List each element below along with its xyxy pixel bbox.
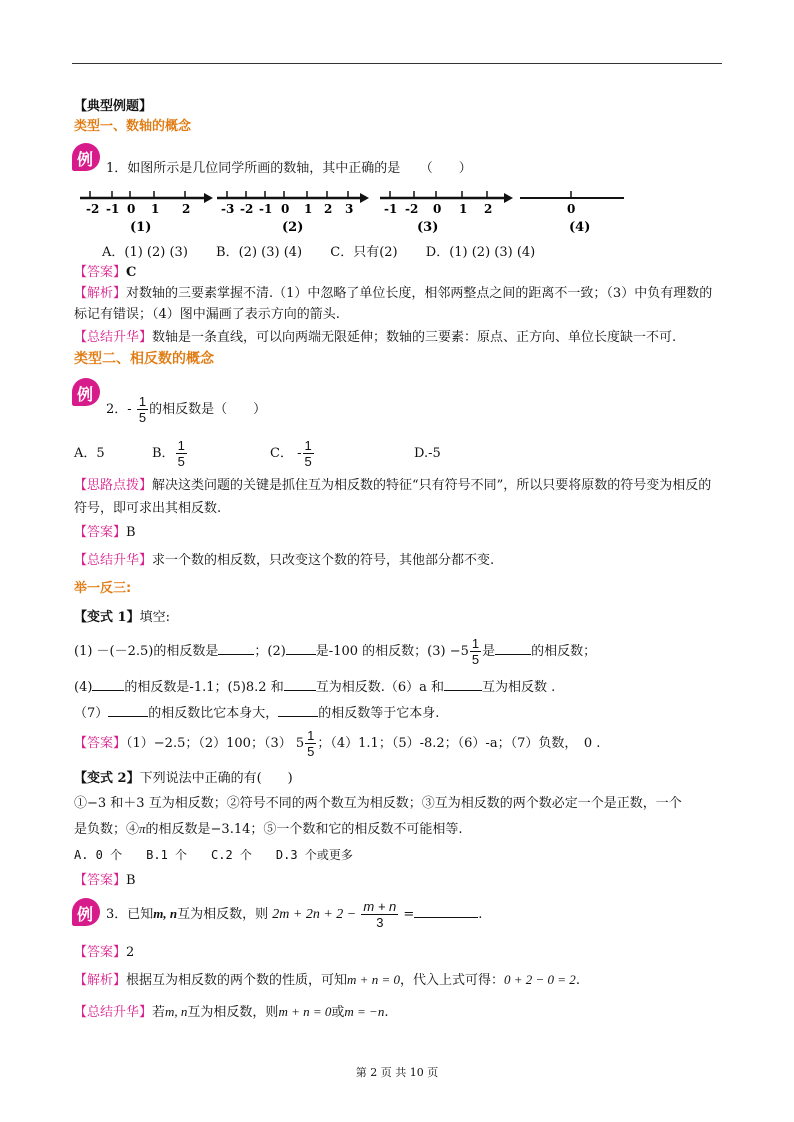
axis-3-tick-4: 2 [484,202,493,216]
var1-line2: (4) 的相反数是-1.1；(5)8.2 和 互为相反数.（6）a 和 互为相反数 . [74,680,556,695]
page-footer: 第 2 页 共 10 页 [355,1066,439,1079]
axis-1-tick-3: 1 [151,202,160,216]
axis-3-caption: (3) [417,220,439,235]
header-rule [72,63,722,64]
ex2-question: 2．- $\frac{1}{5}$ 的相反数是（ ） [106,394,267,425]
ex1-options [102,244,535,262]
axis-2-tick-2: -1 [259,202,273,216]
axis-2-tick-0: -3 [221,202,235,216]
var2-body-1: ①−3 和＋3 互为相反数；②符号不同的两个数互为相反数；③互为相反数的两个数必定一个是正数，一个 [74,796,682,811]
ex1-question: 1．如图所示是几位同学所画的数轴，其中正确的是 （ ） [106,161,472,176]
var2-body-2: 是负数；④π的相反数是−3.14；⑤一个数和它的相反数不可能相等. [74,821,463,837]
axis-2-caption: (2) [282,220,304,235]
axis-3 [380,191,513,235]
axis-4 [520,191,624,235]
var1-title: 【变式 1】填空: [74,610,170,625]
axis-1 [80,191,213,235]
ex3-summary: 【总结升华】若m, n互为相反数，则m + n = 0或m = −n. [74,1004,389,1020]
ex1-summary: 【总结升华】数轴是一条直线，可以向两端无限延伸；数轴的三要素：原点、正方向、单位长度缺一不可. [74,330,677,345]
ex1-answer: 【答案】C [74,265,137,280]
var1-answer: 【答案】（1）−2.5；（2）100；（3） 5 $\frac{1}{5}$ ；（4）1.1；（5）-8.2；（6）-a；（7）负数， 0 . [74,728,601,759]
axis-1-tick-1: -1 [106,202,120,216]
ex1-option-b: B．(2) (3) (4) [216,245,303,260]
axis-1-tick-0: -2 [86,202,100,216]
var2-options: A. 0 个 B.1 个 C.2 个 D.3 个或更多 [74,848,353,862]
axis-3-tick-3: 1 [459,202,468,216]
axis-2-tick-5: 2 [324,202,333,216]
axis-1-tick-4: 2 [182,202,191,216]
var1-line1: (1) －(－2.5)的相反数是 ；(2) 是-100 的相反数；(3) −5 $\frac{1}{5}$ 是 的相反数； [74,636,597,667]
type1-title: 类型一、数轴的概念 [74,119,192,134]
practice-title: 举一反三: [74,581,132,596]
number-line-figure [72,186,632,238]
axis-2-tick-3: 0 [281,202,290,216]
axis-4-caption: (4) [569,220,591,235]
axis-3-tick-0: -1 [384,202,398,216]
var1-line3: （7） 的相反数比它本身大， 的相反数等于它本身. [74,706,440,721]
ex2-option-a: A．5 [74,446,105,461]
ex3-answer: 【答案】2 [74,945,135,960]
ex3-analysis: 【解析】根据互为相反数的两个数的性质，可知m + n = 0，代入上式可得：0 + 2 − 0 = 2. [74,972,580,988]
type2-title: 类型二、相反数的概念 [74,351,214,367]
var2-answer: 【答案】B [74,873,136,888]
ex1-option-d: D．(1) (2) (3) (4) [425,245,536,260]
axis-1-tick-2: 0 [127,202,136,216]
axis-2-tick-1: -2 [240,202,254,216]
ex1-analysis: 【解析】对数轴的三要素掌握不清.（1）中忽略了单位长度，相邻两整点之间的距离不一致；（3）中负有理数的标记有错误；（4）图中漏画了表示方向的箭头. [74,286,713,322]
axis-3-tick-2: 0 [433,202,442,216]
ex2-option-b: B． $\frac{1}{5}$ [152,438,185,469]
fraction: $\frac{1}{5}$ [138,394,147,425]
ex1-option-a: A．(1) (2) (3) [102,245,188,260]
example-badge-3: 例 [72,898,102,926]
axis-1-caption: (1) [130,220,152,235]
axis-4-tick-0: 0 [567,202,576,216]
ex2-summary: 【总结升华】求一个数的相反数，只改变这个数的符号，其他部分都不变. [74,553,495,568]
axis-2-tick-4: 1 [304,202,313,216]
ex2-answer: 【答案】B [74,525,136,540]
ex1-option-c: C．只有(2) [330,245,398,260]
ex2-idea: 【思路点拨】解决这类问题的关键是抓住互为相反数的特征“只有符号不同”，所以只要将原数的符号变为相反的符号，即可求出其相反数. [74,478,712,516]
ex2-option-d: D.-5 [414,446,441,461]
ex2-option-c: C． - $\frac{1}{5}$ [270,438,312,469]
var2-title: 【变式 2】下列说法中正确的有( ) [74,771,293,786]
example-badge-1: 例 [72,143,102,171]
section-title: 【典型例题】 [74,99,153,114]
axis-3-tick-1: -2 [405,202,419,216]
axis-2-tick-6: 3 [345,202,354,216]
axis-2 [217,191,369,235]
example-badge-2: 例 [72,378,102,406]
ex3-question: 3．已知m, n互为相反数，则 2m + 2n + 2 − $\frac{m + n}{3}$ = . [106,899,483,930]
